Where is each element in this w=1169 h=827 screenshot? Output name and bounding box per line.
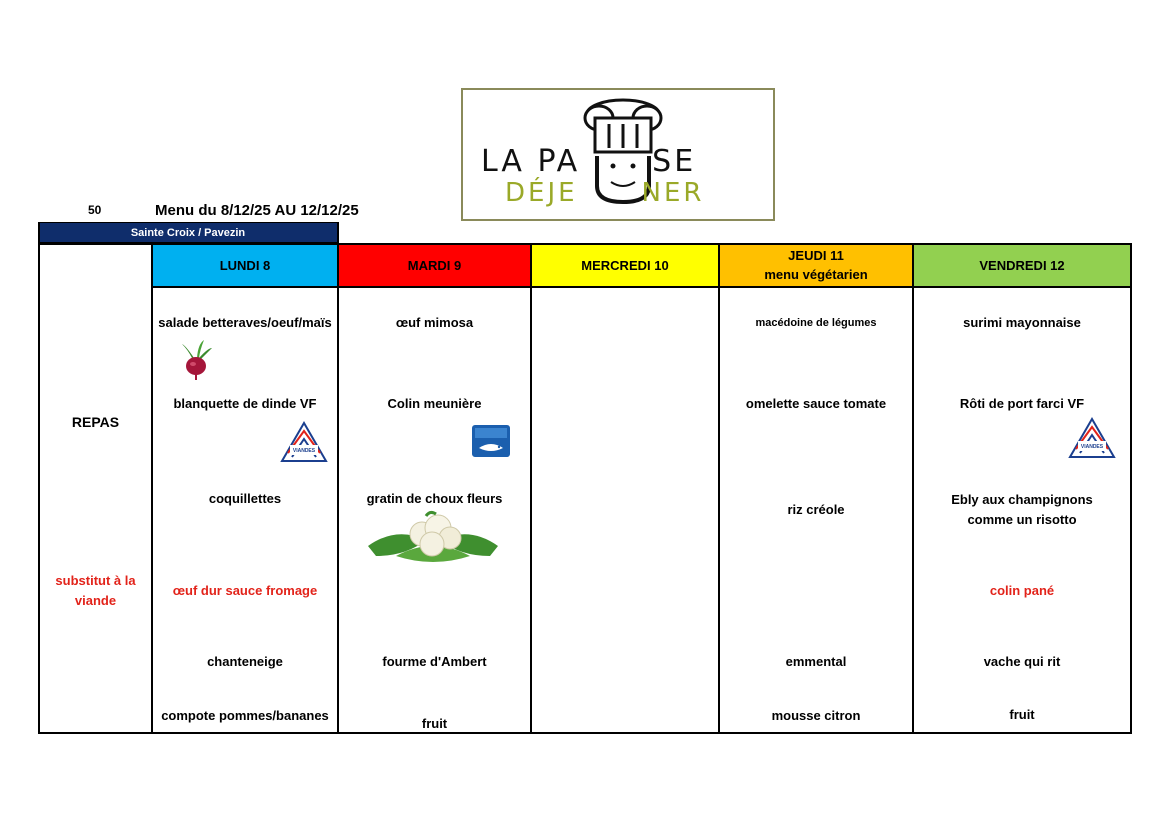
menu-title: Menu du 8/12/25 AU 12/12/25 <box>155 202 359 219</box>
svg-text:VIANDES: VIANDES <box>1080 444 1104 450</box>
lundi-accompagnement: coquillettes <box>208 491 282 506</box>
mardi-accompagnement: gratin de choux fleurs <box>366 491 503 506</box>
grid-left <box>38 222 40 734</box>
vendredi-accompagnement-1: Ebly aux champignons <box>951 492 1093 507</box>
logo-text-line1: LA PA SE <box>481 144 697 179</box>
vendredi-dessert: fruit <box>1009 707 1035 722</box>
day-header-lundi: LUNDI 8 <box>219 257 271 273</box>
row-label-substitut: substitut à la viande <box>55 573 136 608</box>
mardi-entree: œuf mimosa <box>395 315 474 330</box>
lundi-fromage: chanteneige <box>207 654 283 669</box>
vendredi-plat: Rôti de port farci VF <box>959 396 1085 411</box>
menu-number: 50 <box>88 203 102 217</box>
vendredi-fromage: vache qui rit <box>983 654 1061 669</box>
jeudi-accompagnement: riz créole <box>787 502 845 517</box>
vendredi-entree: surimi mayonnaise <box>963 315 1081 330</box>
mardi-fromage: fourme d'Ambert <box>382 654 487 669</box>
msc-logo <box>471 424 511 458</box>
vendredi-substitut: colin pané <box>989 583 1055 598</box>
lundi-plat: blanquette de dinde VF <box>173 396 317 411</box>
cauliflower-icon <box>366 506 500 566</box>
day-header-mercredi: MERCREDI 10 <box>581 257 669 273</box>
viandes-de-france-logo <box>280 421 328 463</box>
jeudi-fromage: emmental <box>785 654 847 669</box>
viandes-de-france-logo-2 <box>1068 417 1116 459</box>
mardi-dessert: fruit <box>421 716 448 731</box>
jeudi-dessert: mousse citron <box>771 708 861 723</box>
row-label-repas: REPAS <box>71 414 120 430</box>
jeudi-entree: macédoine de légumes <box>755 317 877 329</box>
grid-header-bottom <box>152 286 1131 288</box>
lundi-entree: salade betteraves/oeuf/maïs <box>158 315 332 330</box>
lundi-dessert: compote pommes/bananes <box>161 708 329 723</box>
grid-bottom <box>38 732 1131 734</box>
day-header-jeudi: JEUDI 11 menu végétarien <box>764 248 868 282</box>
lundi-substitut: œuf dur sauce fromage <box>172 583 318 598</box>
beetroot-icon <box>178 340 214 380</box>
day-header-vendredi: VENDREDI 12 <box>979 257 1065 273</box>
mardi-plat: Colin meunière <box>387 396 482 411</box>
svg-text:VIANDES: VIANDES <box>292 448 316 454</box>
jeudi-plat: omelette sauce tomate <box>745 396 887 411</box>
logo-text-line2: DÉJE NER <box>505 178 705 208</box>
vendredi-accompagnement-2: comme un risotto <box>967 512 1077 527</box>
site-banner: Sainte Croix / Pavezin <box>38 222 338 243</box>
la-pause-dejeuner-logo <box>461 88 775 221</box>
day-header-mardi: MARDI 9 <box>407 257 462 273</box>
